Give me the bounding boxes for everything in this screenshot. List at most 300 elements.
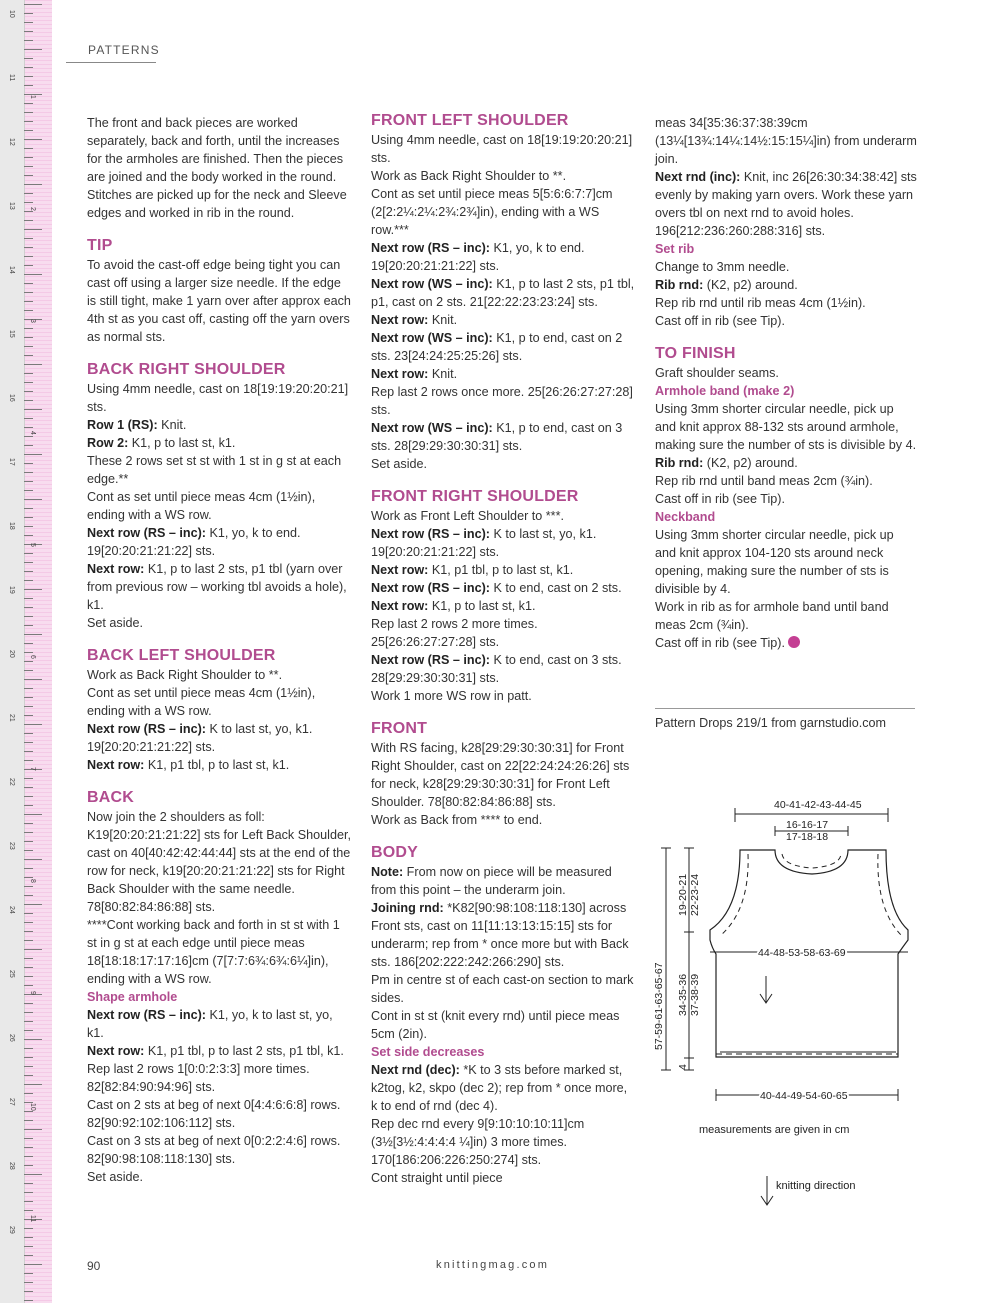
row-label: Next row (RS – inc): — [371, 581, 490, 595]
neck-width-label-2: 17-18-18 — [786, 831, 829, 843]
paragraph: Rep last 2 rows 1[0:0:2:3:3] more times. 82[82:84:90:94:96] sts. — [87, 1062, 310, 1094]
paragraph: With RS facing, k28[29:29:30:30:31] for Front Right Shoulder, cast on 22[22:24:24:26:26] sts for neck, k28[29:29:30:30:31] for Front Left Shoulder. 78[80:82:84:86:88] sts. — [371, 741, 630, 809]
ruler-tick — [24, 76, 33, 77]
paragraph: Cont as set until piece meas 5[5:6:6:7:7]cm (2[2:2¼:2¼:2¾:2¾]in), ending with a WS row.*** — [371, 187, 613, 237]
ruler-tick — [24, 1282, 33, 1283]
body-heading: BODY — [371, 844, 419, 861]
paragraph: Cast off in rib (see Tip). — [655, 492, 785, 506]
ruler-cm-label: 26 — [8, 1034, 15, 1042]
front-left-shoulder-heading: FRONT LEFT SHOULDER — [371, 112, 569, 129]
ruler-inch-label: 1 — [29, 95, 36, 99]
front-right-shoulder-heading: FRONT RIGHT SHOULDER — [371, 488, 579, 505]
ruler-tick — [24, 1111, 33, 1112]
row-label: Next row (RS – inc): — [371, 653, 490, 667]
paragraph: Cast on 2 sts at beg of next 0[4:4:6:6:8] rows. 82[90:92:102:106:112] sts. — [87, 1098, 341, 1130]
ruler-tick — [24, 634, 42, 635]
row-text: K1, yo, k to last st, yo, k1. — [87, 1008, 333, 1040]
instruction-row — [655, 454, 917, 472]
ruler-cm-label: 16 — [8, 394, 15, 402]
ruler-tick — [24, 571, 33, 572]
top-width-label: 40-41-42-43-44-45 — [774, 799, 862, 811]
ruler-tick — [24, 1003, 33, 1004]
ruler-inch-label: 2 — [29, 207, 36, 211]
ruler-cm-label: 15 — [8, 330, 15, 338]
column-2 — [371, 111, 636, 1187]
ruler-tick — [24, 661, 33, 662]
total-length-label: 57-59-61-63-65-67 — [653, 962, 665, 1050]
ruler-inch-label: 10 — [29, 1103, 36, 1111]
to-finish-heading: TO FINISH — [655, 345, 736, 362]
paragraph: Rep dec rnd every 9[9:10:10:10:11]cm (3½[3½:4:4:4:4 ¼]in) 3 more times. 170[186:206:226:250:274] sts. — [371, 1117, 585, 1167]
ruler-cm-label: 27 — [8, 1098, 15, 1106]
ruler-tick — [24, 787, 33, 788]
row-text: From now on piece will be measured from this point – the underarm join. — [371, 865, 612, 897]
ruler-tick — [24, 391, 33, 392]
instruction-row — [87, 560, 351, 614]
ruler-cm-label: 25 — [8, 970, 15, 978]
ruler-tick — [24, 1048, 33, 1049]
ruler-tick — [24, 1255, 33, 1256]
ruler-tick — [24, 1084, 42, 1085]
ruler-tick — [24, 247, 33, 248]
ruler-tick — [24, 1192, 33, 1193]
ruler-cm-label: 23 — [8, 842, 15, 850]
ruler-tick — [24, 967, 33, 968]
ruler-tick — [24, 985, 33, 986]
paragraph: Set aside. — [371, 457, 428, 471]
row-text: Knit, inc 26[26:30:34:38:42] sts evenly by making yarn overs. Work these yarn overs tbl on next rnd to avoid holes. 196[212:236:260:288:316] sts. — [655, 170, 917, 238]
paragraph: Rep last 2 rows once more. 25[26:26:27:27:28] sts. — [371, 385, 633, 417]
ruler-tick — [24, 814, 42, 815]
neckband-subheading: Neckband — [655, 510, 716, 524]
paragraph: Cont in st st (knit every rnd) until piece meas 5cm (2in). — [371, 1009, 620, 1041]
row-label: Next row (RS – inc): — [87, 526, 206, 540]
row-label: Next row: — [371, 367, 429, 381]
ruler-tick — [24, 625, 33, 626]
row-text: K1, p to last st, k1. — [128, 436, 236, 450]
ruler-tick — [24, 1156, 33, 1157]
ruler-tick — [24, 778, 33, 779]
ruler-tick — [24, 337, 33, 338]
row-text: (K2, p2) around. — [703, 278, 798, 292]
back-heading: BACK — [87, 789, 135, 806]
instruction-row — [87, 416, 351, 434]
row-label: Next rnd (dec): — [371, 1063, 460, 1077]
ruler-tick — [24, 31, 33, 32]
ruler-tick — [24, 1264, 42, 1265]
row-label: Next row (RS – inc): — [87, 722, 206, 736]
instruction-row — [371, 1061, 636, 1115]
row-label: Next row: — [87, 1044, 145, 1058]
ruler-inch-label: 4 — [29, 431, 36, 435]
instruction-row — [371, 579, 636, 597]
pattern-credit: Pattern Drops 219/1 from garnstudio.com — [655, 708, 915, 730]
ruler-tick — [24, 310, 33, 311]
ruler-tick — [24, 841, 33, 842]
ruler-tick — [24, 580, 33, 581]
ruler-tick — [24, 148, 33, 149]
neck-width-label-1: 16-16-17 — [786, 819, 829, 831]
back-right-shoulder-heading: BACK RIGHT SHOULDER — [87, 361, 286, 378]
paragraph: Work as Front Left Shoulder to ***. — [371, 509, 564, 523]
instruction-row — [87, 524, 351, 560]
paragraph: Cont as set until piece meas 4cm (1½in), ending with a WS row. — [87, 490, 316, 522]
ruler-tick — [24, 1165, 33, 1166]
ruler-tick — [24, 355, 33, 356]
paragraph: Cast off in rib (see Tip). — [655, 314, 785, 328]
shape-armhole-subheading: Shape armhole — [87, 990, 178, 1004]
row-label: Row 1 (RS): — [87, 418, 158, 432]
instruction-row — [371, 525, 636, 561]
ruler-tick — [24, 1093, 33, 1094]
instruction-row — [655, 168, 917, 240]
tip-text: To avoid the cast-off edge being tight you can cast off using a larger size needle. If the edge is still tight, make 1 yarn over after approx each 4th st as you cast off, casting off the yarn overs as normal sts. — [87, 258, 351, 344]
ruler-tick — [24, 364, 42, 365]
row-text: K1, p to last 2 sts, p1 tbl, p1, cast on 2 sts. 21[22:22:23:23:24] sts. — [371, 277, 635, 309]
ruler-inch-label: 6 — [29, 655, 36, 659]
ruler-tick — [24, 13, 33, 14]
row-label: Next row (RS – inc): — [371, 241, 490, 255]
ruler-tick — [24, 400, 33, 401]
row-text: Knit. — [428, 313, 458, 327]
ruler-cm-label: 11 — [8, 74, 15, 82]
ruler-tick — [24, 1057, 33, 1058]
ruler-tick — [24, 418, 33, 419]
row-label: Next row (RS – inc): — [87, 1008, 206, 1022]
ruler-tick — [24, 535, 33, 536]
paragraph: Graft shoulder seams. — [655, 366, 779, 380]
ruler-tick — [24, 1147, 33, 1148]
paragraph: Set aside. — [87, 616, 144, 630]
ruler-tick — [24, 913, 33, 914]
ruler-tick — [24, 607, 33, 608]
instruction-row — [371, 597, 636, 615]
instruction-row — [371, 419, 636, 455]
paragraph: These 2 rows set st st with 1 st in g st at each edge.** — [87, 454, 342, 486]
row-text: (K2, p2) around. — [703, 456, 798, 470]
ruler-tick — [24, 679, 42, 680]
ruler-tick — [24, 157, 33, 158]
ruler-tick — [24, 796, 33, 797]
ruler-inch-label: 9 — [29, 991, 36, 995]
row-text: K1, yo, k to end. 19[20:20:21:21:22] sts. — [87, 526, 301, 558]
ruler-tick — [24, 724, 42, 725]
ruler-tick — [24, 1120, 33, 1121]
ruler-tick — [24, 1174, 42, 1175]
ruler-tick — [24, 805, 33, 806]
instruction-row — [87, 1042, 351, 1060]
row-label: Next row: — [87, 562, 145, 576]
ruler-tick — [24, 706, 33, 707]
instruction-row — [371, 365, 636, 383]
ruler-tick — [24, 598, 33, 599]
instruction-row — [371, 239, 636, 275]
ruler-tick — [24, 868, 33, 869]
row-text: Knit. — [157, 418, 187, 432]
instruction-row — [87, 720, 351, 756]
ruler-cm-label: 13 — [8, 202, 15, 210]
ruler-cm-label: 12 — [8, 138, 15, 146]
paragraph: Using 4mm needle, cast on 18[19:19:20:20:21] sts. — [87, 382, 349, 414]
armhole-depth-label-1: 19-20-21 — [677, 873, 689, 916]
row-text: K1, yo, k to end. 19[20:20:21:21:22] sts. — [371, 241, 585, 273]
row-text: K1, p to last st, k1. — [428, 599, 536, 613]
ruler-tick — [24, 175, 33, 176]
ruler-tick — [24, 1183, 33, 1184]
ruler-tick — [24, 526, 33, 527]
intro-text: The front and back pieces are worked separately, back and forth, until the increases for the armholes are finished. Then the pieces are joined and the body worked in the round. Stitches are picked up for the neck and Sleeve edges and worked in rib in the round. — [87, 116, 347, 220]
ruler-tick — [24, 1300, 33, 1301]
ruler-tick — [24, 328, 33, 329]
ruler-tick — [24, 472, 33, 473]
row-text: K to last st, yo, k1. 19[20:20:21:21:22] sts. — [87, 722, 313, 754]
ruler-tick — [24, 1273, 33, 1274]
body-length-label-2: 37-38-39 — [689, 973, 701, 1016]
ruler-tick — [24, 1039, 42, 1040]
row-text: K to end, cast on 3 sts. 28[29:29:30:30:31] sts. — [371, 653, 622, 685]
ruler-tick — [24, 22, 33, 23]
ruler-tick — [24, 670, 33, 671]
ruler-tick — [24, 949, 42, 950]
side-ruler — [0, 0, 52, 1303]
ruler-tick — [24, 1228, 33, 1229]
ruler-tick — [24, 481, 33, 482]
instruction-row — [371, 899, 636, 971]
ruler-tick — [24, 643, 33, 644]
ruler-tick — [24, 85, 33, 86]
ruler-cm-label: 21 — [8, 714, 15, 722]
knitting-direction-caption: knitting direction — [776, 1180, 856, 1192]
end-line — [655, 634, 917, 652]
paragraph: Work as Back from **** to end. — [371, 813, 543, 827]
ruler-cm-label: 10 — [8, 10, 15, 18]
paragraph: Now join the 2 shoulders as foll: K19[20:20:21:21:22] sts for Left Back Shoulder, cast on 40[40:42:42:44:44] sts at the end of the row for neck, k19[20:20:21:21:22] sts for Right Back Shoulder with the same needle. 78[80:82:84:86:88] sts. — [87, 810, 351, 914]
tip-heading: TIP — [87, 237, 113, 254]
instruction-row — [87, 434, 351, 452]
ruler-tick — [24, 166, 33, 167]
row-label: Next row (WS – inc): — [371, 331, 493, 345]
ruler-tick — [24, 1012, 33, 1013]
row-text: K1, p to end, cast on 2 sts. 23[24:24:25:25:26] sts. — [371, 331, 623, 363]
ruler-tick — [24, 832, 33, 833]
ruler-tick — [24, 742, 33, 743]
instruction-row — [371, 863, 636, 899]
armhole-depth-label-2: 22-23-24 — [689, 873, 701, 916]
ruler-tick — [24, 211, 33, 212]
paragraph: ****Cont working back and forth in st st with 1 st in g st at each edge until piece meas 18[18:18:17:17:16]cm (7[7:7:6¾:6¾:6¼]in), ending with a WS row. — [87, 918, 340, 986]
ruler-tick — [24, 886, 33, 887]
ruler-tick — [24, 184, 42, 185]
ruler-tick — [24, 1030, 33, 1031]
ruler-tick — [24, 238, 33, 239]
ruler-tick — [24, 40, 33, 41]
ruler-tick — [24, 58, 33, 59]
ruler-tick — [24, 1129, 42, 1130]
paragraph: Rep rib rnd until rib meas 4cm (1½in). — [655, 296, 866, 310]
column-1 — [87, 114, 351, 1186]
ruler-tick — [24, 4, 42, 5]
ruler-tick — [24, 445, 33, 446]
ruler-tick — [24, 715, 33, 716]
instruction-row — [371, 329, 636, 365]
paragraph: Rep last 2 rows 2 more times. 25[26:26:27:27:28] sts. — [371, 617, 538, 649]
row-text: *K to 3 sts before marked st, k2tog, k2, skpo (dec 2); rep from * once more, k to end of rnd (dec 4). — [371, 1063, 628, 1113]
ruler-tick — [24, 283, 33, 284]
row-text: Knit. — [428, 367, 458, 381]
paragraph: Using 3mm shorter circular needle, pick up and knit approx 88-132 sts around armhole, making sure the number of sts is divisible by 4. — [655, 402, 917, 452]
ruler-tick — [24, 940, 33, 941]
set-side-decreases-subheading: Set side decreases — [371, 1045, 485, 1059]
ruler-tick — [24, 193, 33, 194]
ruler-tick — [24, 130, 33, 131]
ruler-inch-label: 5 — [29, 543, 36, 547]
row-label: Rib rnd: — [655, 278, 704, 292]
ruler-tick — [24, 1201, 33, 1202]
row-label: Row 2: — [87, 436, 129, 450]
paragraph: Rep rib rnd until band meas 2cm (¾in). — [655, 474, 873, 488]
ruler-cm-label: 28 — [8, 1162, 15, 1170]
paragraph: Work as Back Right Shoulder to **. — [87, 668, 283, 682]
ruler-tick — [24, 292, 33, 293]
ruler-tick — [24, 733, 33, 734]
ruler-cm-label: 22 — [8, 778, 15, 786]
ruler-cm-label: 14 — [8, 266, 15, 274]
ruler-cm-label: 17 — [8, 458, 15, 466]
paragraph: Change to 3mm needle. — [655, 260, 790, 274]
ruler-tick — [24, 976, 33, 977]
ruler-tick — [24, 1066, 33, 1067]
ruler-cm-label: 20 — [8, 650, 15, 658]
ruler-inch-label: 3 — [29, 319, 36, 323]
row-text: K1, p1 tbl, p to last 2 sts, p1 tbl, k1. — [144, 1044, 344, 1058]
ruler-tick — [24, 688, 33, 689]
paragraph: Using 3mm shorter circular needle, pick up and knit approx 104-120 sts around neck opening, making sure the number of sts is divisible by 4. — [655, 528, 894, 596]
ruler-tick — [24, 760, 33, 761]
ruler-inch-label: 11 — [29, 1215, 36, 1223]
ruler-tick — [24, 589, 42, 590]
row-label: Next row: — [371, 599, 429, 613]
ruler-tick — [24, 463, 33, 464]
set-rib-subheading: Set rib — [655, 242, 695, 256]
page-number: 90 — [87, 1259, 101, 1273]
ruler-tick — [24, 751, 33, 752]
ruler-inch-label: 8 — [29, 879, 36, 883]
back-left-shoulder-heading: BACK LEFT SHOULDER — [87, 647, 276, 664]
instruction-row — [371, 651, 636, 687]
paragraph: Using 4mm needle, cast on 18[19:19:20:20:21] sts. — [371, 133, 633, 165]
ruler-tick — [24, 67, 33, 68]
rib-depth-label: 4 — [677, 1064, 689, 1070]
ruler-tick — [24, 922, 33, 923]
ruler-tick — [24, 301, 33, 302]
ruler-cm-label: 29 — [8, 1226, 15, 1234]
ruler-tick — [24, 1246, 33, 1247]
bottom-width-label: 40-44-49-54-60-65 — [760, 1090, 848, 1102]
ruler-tick — [24, 499, 42, 500]
ruler-tick — [24, 112, 33, 113]
front-heading: FRONT — [371, 720, 428, 737]
row-label: Next row (WS – inc): — [371, 277, 493, 291]
ruler-tick — [24, 427, 33, 428]
row-label: Next row (WS – inc): — [371, 421, 493, 435]
ruler-tick — [24, 454, 42, 455]
ruler-tick — [24, 103, 33, 104]
ruler-tick — [24, 1021, 33, 1022]
ruler-tick — [24, 850, 33, 851]
ruler-tick — [24, 256, 33, 257]
row-text: K to last st, yo, k1. 19[20:20:21:21:22] sts. — [371, 527, 597, 559]
instruction-row — [371, 275, 636, 311]
paragraph: Cont as set until piece meas 4cm (1½in), ending with a WS row. — [87, 686, 316, 718]
paragraph: Cast on 3 sts at beg of next 0[0:2:2:4:6] rows. 82[90:98:108:118:130] sts. — [87, 1134, 341, 1166]
measurements-caption: measurements are given in cm — [699, 1124, 850, 1136]
ruler-tick — [24, 346, 33, 347]
ruler-tick — [24, 409, 42, 410]
ruler-tick — [24, 697, 33, 698]
ruler-tick — [24, 958, 33, 959]
row-text: K1, p1 tbl, p to last st, k1. — [144, 758, 290, 772]
row-label: Rib rnd: — [655, 456, 704, 470]
garment-schematic — [640, 790, 930, 1210]
ruler-tick — [24, 382, 33, 383]
ruler-tick — [24, 1291, 33, 1292]
ruler-tick — [24, 931, 33, 932]
row-label: Note: — [371, 865, 404, 879]
row-text: K1, p to end, cast on 3 sts. 28[29:29:30:30:31] sts. — [371, 421, 623, 453]
ruler-tick — [24, 517, 33, 518]
instruction-row — [371, 561, 636, 579]
row-label: Next row: — [87, 758, 145, 772]
column-3 — [655, 114, 917, 652]
ruler-tick — [24, 895, 33, 896]
ruler-tick — [24, 877, 33, 878]
ruler-tick — [24, 823, 33, 824]
ruler-tick — [24, 274, 42, 275]
ruler-tick — [24, 229, 42, 230]
ruler-tick — [24, 508, 33, 509]
ruler-tick — [24, 553, 33, 554]
instruction-row — [371, 311, 636, 329]
row-label: Next rnd (inc): — [655, 170, 741, 184]
row-text: *K82[90:98:108:118:130] across Front sts, cast on 11[11:13:13:15:15] sts for underarm; rep from * once more but with Back sts. 186[202:222:242:266:290] sts. — [371, 901, 629, 969]
header-rule — [66, 62, 156, 63]
footer-website: knittingmag.com — [436, 1259, 550, 1271]
ruler-tick — [24, 265, 33, 266]
ruler-tick — [24, 373, 33, 374]
ruler-tick — [24, 202, 33, 203]
instruction-row — [655, 276, 917, 294]
ruler-tick — [24, 904, 42, 905]
row-label: Joining rnd: — [371, 901, 444, 915]
paragraph: Cast off in rib (see Tip). — [655, 636, 785, 650]
ruler-tick — [24, 49, 42, 50]
ruler-tick — [24, 490, 33, 491]
body-length-label-1: 34-35-36 — [677, 973, 689, 1016]
ruler-tick — [24, 1210, 33, 1211]
ruler-tick — [24, 562, 33, 563]
ruler-tick — [24, 121, 33, 122]
ruler-cm-label: 24 — [8, 906, 15, 914]
ruler-tick — [24, 220, 33, 221]
paragraph: Work in rib as for armhole band until band meas 2cm (¾in). — [655, 600, 889, 632]
ruler-tick — [24, 1237, 33, 1238]
chest-width-label: 44-48-53-58-63-69 — [758, 947, 846, 959]
ruler-tick — [24, 859, 42, 860]
ruler-cm-label: 19 — [8, 586, 15, 594]
row-text: K to end, cast on 2 sts. — [489, 581, 622, 595]
instruction-row — [87, 756, 351, 774]
paragraph: meas 34[35:36:37:38:39cm (13¼[13¾:14¼:14½:15:15¼]in) from underarm join. — [655, 116, 917, 166]
